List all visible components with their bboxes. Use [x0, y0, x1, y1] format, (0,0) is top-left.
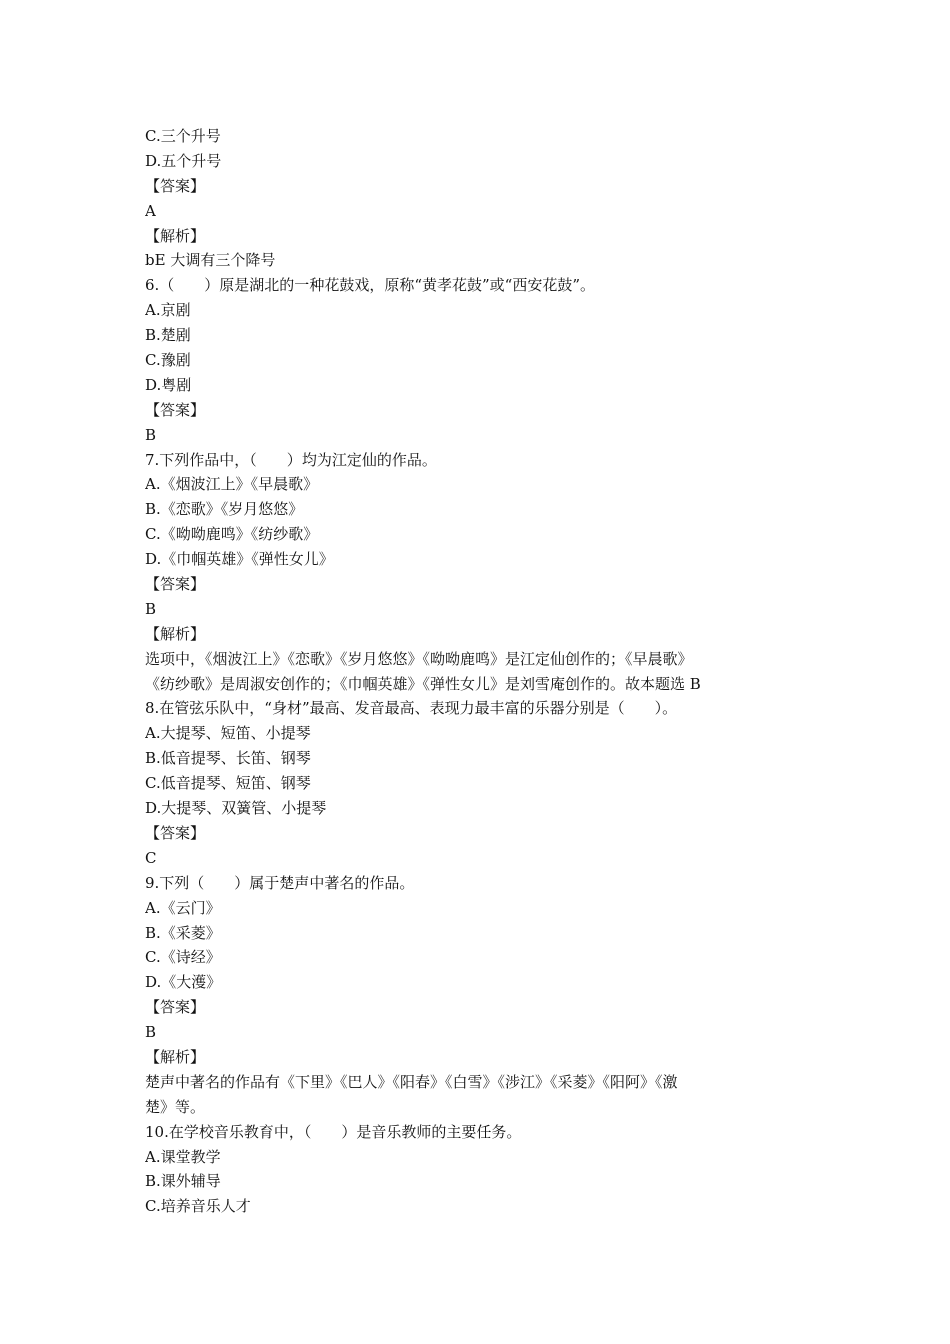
question-7: 7.下列作品中，（ ）均为江定仙的作品。	[145, 450, 437, 469]
q8-option-d: D.大提琴、双簧管、小提琴	[145, 799, 327, 818]
q10-option-b: B.课外辅导	[145, 1172, 221, 1191]
q9-analysis-line-1: 楚声中著名的作品有《下里》《巴人》《阳春》《白雪》《涉江》《采菱》《阳阿》《激	[145, 1072, 678, 1091]
q7-option-b: B.《恋歌》《岁月悠悠》	[145, 500, 304, 519]
q7-analysis-line-1: 选项中，《烟波江上》《恋歌》《岁月悠悠》《呦呦鹿鸣》是江定仙创作的；《早晨歌》	[145, 649, 693, 668]
question-8: 8.在管弦乐队中，“身材”最高、发音最高、表现力最丰富的乐器分别是（ ）。	[145, 699, 678, 718]
q10-option-c: C.培养音乐人才	[145, 1197, 251, 1216]
q9-option-c: C.《诗经》	[145, 948, 221, 967]
q6-option-b: B.楚剧	[145, 326, 191, 345]
q7-option-c: C.《呦呦鹿鸣》《纺纱歌》	[145, 525, 319, 544]
q7-option-a: A.《烟波江上》《早晨歌》	[145, 475, 319, 494]
q9-answer-value: B	[145, 1023, 157, 1042]
question-6: 6.（ ）原是湖北的一种花鼓戏，原称“黄孝花鼓”或“西安花鼓”。	[145, 276, 595, 295]
q9-answer-heading: 【答案】	[145, 998, 206, 1017]
analysis-text: bE 大调有三个降号	[145, 251, 276, 270]
q10-option-a: A.课堂教学	[145, 1147, 221, 1166]
q9-option-d: D.《大濩》	[145, 973, 222, 992]
document-page	[145, 124, 825, 1219]
q8-option-a: A.大提琴、短笛、小提琴	[145, 724, 311, 743]
answer-heading: 【答案】	[145, 176, 206, 195]
q8-option-b: B.低音提琴、长笛、钢琴	[145, 749, 311, 768]
q9-analysis-line-2: 楚》等。	[145, 1097, 206, 1116]
q6-answer-heading: 【答案】	[145, 400, 206, 419]
q8-answer-heading: 【答案】	[145, 823, 206, 842]
q8-answer-value: C	[145, 848, 157, 867]
q6-answer-value: B	[145, 425, 157, 444]
q8-option-c: C.低音提琴、短笛、钢琴	[145, 774, 311, 793]
q7-answer-heading: 【答案】	[145, 575, 206, 594]
q6-option-c: C.豫剧	[145, 351, 191, 370]
option-c: C.三个升号	[145, 127, 221, 145]
q7-analysis-heading: 【解析】	[145, 624, 206, 643]
q7-answer-value: B	[145, 599, 157, 618]
q7-option-d: D.《巾帼英雄》《弹性女儿》	[145, 550, 334, 569]
q6-option-a: A.京剧	[145, 301, 191, 320]
q6-option-d: D.粤剧	[145, 375, 192, 394]
q7-analysis-line-2: 《纺纱歌》是周淑安创作的；《巾帼英雄》《弹性女儿》是刘雪庵创作的。故本题选 B	[145, 674, 701, 693]
q9-analysis-heading: 【解析】	[145, 1047, 206, 1066]
q9-option-a: A.《云门》	[145, 898, 221, 917]
q9-option-b: B.《采菱》	[145, 923, 221, 942]
answer-value: A	[145, 201, 156, 220]
question-9: 9.下列（ ）属于楚声中著名的作品。	[145, 873, 415, 892]
question-10: 10.在学校音乐教育中，（ ）是音乐教师的主要任务。	[145, 1122, 522, 1141]
option-d: D.五个升号	[145, 151, 222, 170]
analysis-heading: 【解析】	[145, 226, 206, 245]
